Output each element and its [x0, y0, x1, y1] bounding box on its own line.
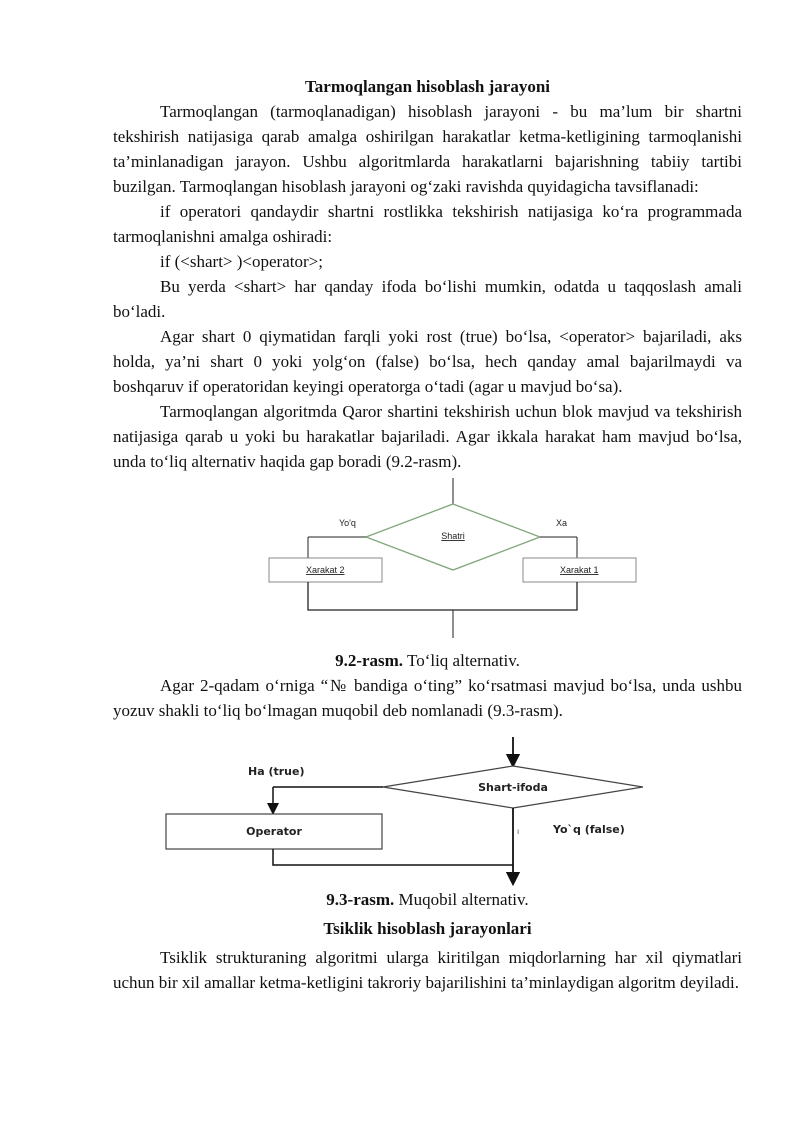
figure-full-alternative	[113, 478, 742, 648]
paragraph: Tarmoqlangan algoritmda Qaror shartini tekshirish uchun blok mavjud va tekshirish natijasiga qarab u yoki bu harakatlar bajariladi. Agar ikkala harakat ham mavjud bo‘lsa, unda to‘liq alternativ haqida gap boradi (9.2-rasm).	[113, 402, 742, 471]
tick-mark: ı	[517, 827, 520, 836]
decision-label: Shart-ifoda	[478, 781, 548, 794]
merge-line	[273, 849, 513, 865]
figure-number: 9.3-rasm.	[326, 890, 395, 909]
branch-label-yes: Xa	[556, 518, 568, 528]
document-page	[113, 74, 742, 995]
paragraph: if operatori qandaydir shartni rostlikka tekshirish natijasiga ko‘ra programmada tarmoqlanishni amalga oshiradi:	[113, 202, 742, 246]
paragraph: Bu yerda <shart> har qanday ifoda bo‘lishi mumkin, odatda u taqqoslash amali bo‘ladi.	[113, 277, 742, 321]
branch-label-false: Yo`q (false)	[553, 823, 625, 836]
operator-label: Operator	[246, 825, 302, 838]
process-label-right: Xarakat 1	[560, 565, 599, 575]
paragraph: Agar shart 0 qiymatidan farqli yoki rost (true) bo‘lsa, <operator> bajariladi, aks holda, ya’ni shart 0 yoki yolg‘on (false) bo‘lsa, hech qanday amal bajarilmaydi va boshqaruv if operatoridan keyingi operatorga o‘tadi (agar u mavjud bo‘sa).	[113, 327, 742, 396]
figure-number: 9.2-rasm.	[335, 651, 404, 670]
decision-label: Shatri	[441, 531, 465, 541]
figure-caption-text: Muqobil alternativ.	[394, 890, 529, 909]
flowchart-partial-alternative	[113, 737, 742, 887]
paragraph: Agar 2-qadam o‘rniga “№ bandiga o‘ting” ko‘rsatmasi mavjud bo‘lsa, unda ushbu yozuv shakli to‘liq bo‘lmagan muqobil deb nomlanadi (9.3-rasm).	[113, 676, 742, 720]
flowchart-full-alternative	[113, 478, 742, 648]
paragraph: Tarmoqlangan (tarmoqlanadigan) hisoblash jarayoni - bu ma’lum bir shartni tekshirish natijasiga qarab amalga oshirilgan harakatlar ketma-ketligining tarmoqlanishi ta’minlanadigan jarayon. Ushbu algoritmlarda harakatlarni bajarishning tabiiy tartibi buzilgan. Tarmoqlangan hisoblash jarayoni og‘zaki ravishda quyidagicha tavsiflanadi:	[113, 102, 742, 196]
figure-caption-text: To‘liq alternativ.	[403, 651, 520, 670]
merge-line	[308, 582, 577, 610]
figure-caption	[113, 648, 742, 673]
section-title: Tsiklik hisoblash jarayonlari	[323, 919, 532, 938]
figure-partial-alternative	[113, 737, 742, 887]
section-title: Tarmoqlangan hisoblash jarayoni	[305, 77, 550, 96]
branch-label-true: Ha (true)	[248, 765, 305, 778]
code-line: if (<shart> )<operator>;	[160, 252, 323, 271]
figure-caption	[113, 887, 742, 912]
paragraph: Tsiklik strukturaning algoritmi ularga kiritilgan miqdorlarning har xil qiymatlari uchun bir xil amallar ketma-ketligini takroriy bajarilishini ta’minlaydigan algoritm deyiladi.	[113, 948, 742, 992]
process-label-left: Xarakat 2	[306, 565, 345, 575]
branch-label-no: Yo'q	[339, 518, 356, 528]
